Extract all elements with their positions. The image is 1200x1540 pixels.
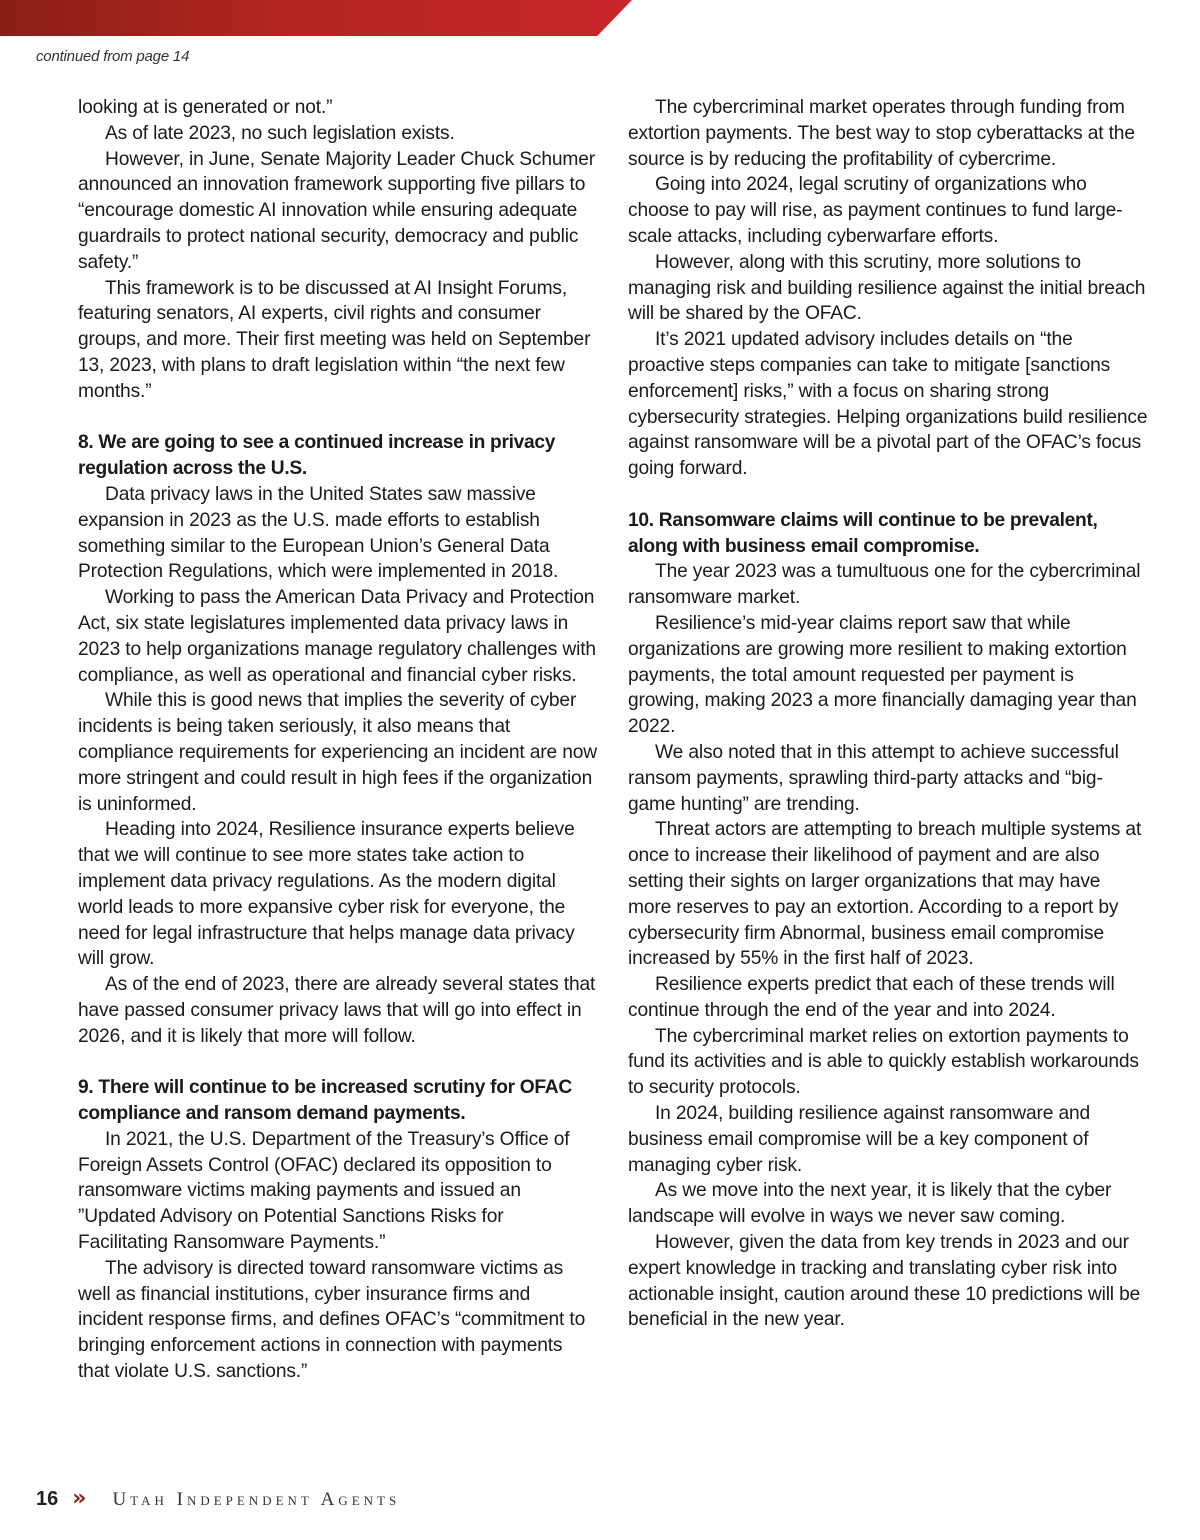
body-paragraph: The cybercriminal market operates through funding from extortion payments. The best way to stop cyberattacks at the source is by reducing the profitability of cybercrime. xyxy=(628,97,1135,170)
section-heading: 9. There will continue to be increased scrutiny for OFAC compliance and ransom demand payments. xyxy=(78,1077,572,1125)
body-paragraph: However, given the data from key trends in 2023 and our expert knowledge in tracking and translating cyber risk into actionable insight, caution around these 10 predictions will be beneficial in the new year. xyxy=(628,1232,1141,1331)
publication-name: Utah Independent Agents xyxy=(112,1489,401,1510)
body-paragraph: As of late 2023, no such legislation exists. xyxy=(105,122,455,144)
body-paragraph: Resilience’s mid-year claims report saw that while organizations are growing more resilient to making extortion payments, the total amount requested per payment is growing, making 2023 a more financially damaging year than 2022. xyxy=(628,612,1137,738)
body-paragraph: Threat actors are attempting to breach multiple systems at once to increase their likelihood of payment and are also setting their sights on larger organizations that may have more reserves to pay an extortion. According to a report by cybersecurity firm Abnormal, business email compromise increased by 55% in the first half of 2023. xyxy=(628,819,1142,970)
header-accent-bar xyxy=(0,0,632,36)
section-heading: 10. Ransomware claims will continue to be prevalent, along with business email compromise. xyxy=(628,509,1098,557)
body-paragraph: We also noted that in this attempt to achieve successful ransom payments, sprawling third-party attacks and “big-game hunting” are trending. xyxy=(628,741,1119,815)
double-chevron-icon: » xyxy=(72,1486,87,1511)
body-paragraph: Heading into 2024, Resilience insurance experts believe that we will continue to see more states take action to implement data privacy regulations. As the modern digital world leads to more expansive cyber risk for everyone, the need for legal infrastructure that helps manage data privacy will grow. xyxy=(78,819,575,970)
body-paragraph: In 2021, the U.S. Department of the Treasury’s Office of Foreign Assets Control (OFAC) declared its opposition to ransomware victims making payments and issued an ”Updated Advisory on Potential Sanctions Risks for Facilitating Ransomware Payments.” xyxy=(78,1128,570,1254)
body-paragraph: As of the end of 2023, there are already several states that have passed consumer privacy laws that will go into effect in 2026, and it is likely that more will follow. xyxy=(78,974,596,1047)
body-paragraph: Working to pass the American Data Privacy and Protection Act, six state legislatures implemented data privacy laws in 2023 to help organizations manage regulatory challenges with compliance, as well as operational and financial cyber risks. xyxy=(78,587,596,686)
continued-from-label: continued from page 14 xyxy=(36,48,190,65)
paragraph-spacer xyxy=(78,1049,598,1075)
left-column xyxy=(78,95,598,1385)
section-heading: 8. We are going to see a continued increase in privacy regulation across the U.S. xyxy=(78,432,556,480)
body-paragraph: However, in June, Senate Majority Leader Chuck Schumer announced an innovation framework supporting five pillars to “encourage domestic AI innovation while ensuring adequate guardrails to protect national security, democracy and public safety.” xyxy=(78,148,595,273)
page-footer xyxy=(36,1486,400,1516)
paragraph-spacer xyxy=(628,482,1148,508)
body-paragraph: The year 2023 was a tumultuous one for the cybercriminal ransomware market. xyxy=(628,561,1141,609)
body-paragraph: However, along with this scrutiny, more solutions to managing risk and building resilience against the initial breach will be shared by the OFAC. xyxy=(628,251,1146,325)
body-paragraph: Going into 2024, legal scrutiny of organizations who choose to pay will rise, as payment continues to fund large-scale attacks, including cyberwarfare efforts. xyxy=(628,174,1123,247)
body-paragraph: It’s 2021 updated advisory includes details on “the proactive steps companies can take to mitigate [sanctions enforcement] risks,” with a focus on sharing strong cybersecurity strategies. Helping organizations build resilience against ransomware will be a pivotal part of the OFAC’s focus going forward. xyxy=(628,329,1148,480)
body-paragraph: In 2024, building resilience against ransomware and business email compromise will be a key component of managing cyber risk. xyxy=(628,1103,1091,1176)
paragraph-spacer xyxy=(78,405,598,431)
body-paragraph: This framework is to be discussed at AI Insight Forums, featuring senators, AI experts, civil rights and consumer groups, and more. Their first meeting was held on September 13, 2023, with plans to draft legislation within “the next few months.” xyxy=(78,277,591,402)
body-paragraph: While this is good news that implies the severity of cyber incidents is being taken seriously, it also means that compliance requirements for experiencing an incident are now more stringent and could result in high fees if the organization is uninformed. xyxy=(78,690,597,815)
right-column xyxy=(628,95,1148,1333)
body-paragraph: Resilience experts predict that each of these trends will continue through the end of the year and into 2024. xyxy=(628,974,1115,1021)
body-paragraph: As we move into the next year, it is likely that the cyber landscape will evolve in ways we never saw coming. xyxy=(628,1180,1112,1228)
body-paragraph: The advisory is directed toward ransomware victims as well as financial institutions, cyber insurance firms and incident response firms, and defines OFAC’s “commitment to bringing enforcement actions in connection with payments that violate U.S. sanctions.” xyxy=(78,1257,586,1383)
body-paragraph: Data privacy laws in the United States saw massive expansion in 2023 as the U.S. made efforts to establish something similar to the European Union’s General Data Protection Regulations, which were implemented in 2018. xyxy=(78,483,559,583)
body-paragraph: The cybercriminal market relies on extortion payments to fund its activities and is able to quickly establish workarounds to security protocols. xyxy=(628,1025,1139,1099)
body-paragraph: looking at is generated or not.” xyxy=(78,97,333,118)
page-number: 16 xyxy=(36,1488,59,1510)
